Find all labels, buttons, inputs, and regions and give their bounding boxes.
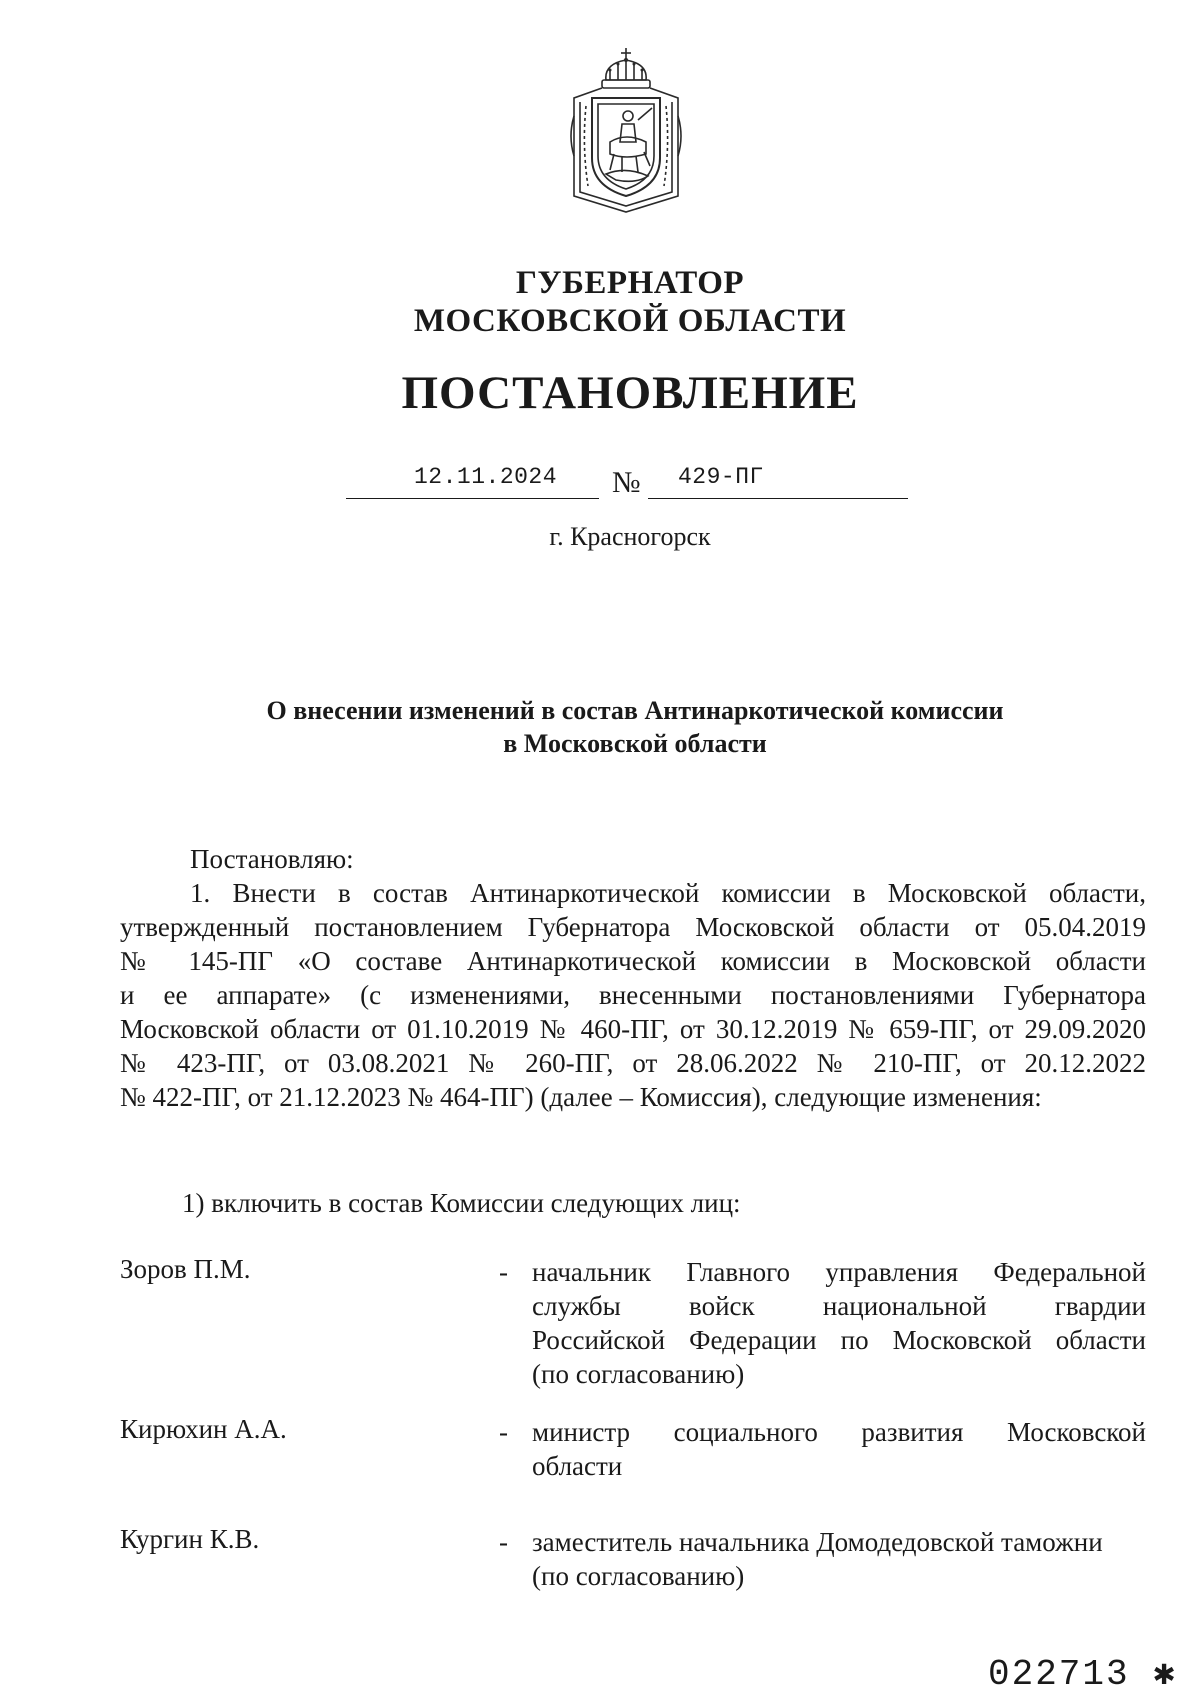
subclause-1: 1) включить в состав Комиссии следующих лиц: [182,1188,741,1218]
member-role-line: (по согласованию) [532,1359,745,1389]
form-serial-number [988,1652,1177,1695]
clause1-last-line: № 422-ПГ, от 21.12.2023 № 464-ПГ) (далее – Комиссия), следующие изменения: [120,1082,1042,1112]
member-role-line: области [532,1451,623,1481]
number-underline [648,498,908,499]
document-number: 429-ПГ [678,464,764,490]
document-title-line2: в Московской области [503,729,767,758]
coat-of-arms-emblem [566,46,686,218]
member-role [532,1525,1146,1593]
clause1-line: 1. Внести в состав Антинаркотической комиссии в Московской области, [190,878,1146,908]
member-dash: - [499,1257,508,1287]
authority-title-line1: ГУБЕРНАТОР [515,265,745,301]
city: г. Красногорск [549,522,711,551]
member-dash: - [499,1527,508,1557]
serial-digits: 022713 [988,1654,1130,1695]
serial-mark: ✱ [1153,1654,1177,1695]
document-title-line1: О внесении изменений в состав Антинаркотической комиссии [266,696,1004,725]
document-type: ПОСТАНОВЛЕНИЕ [401,367,859,419]
member-role-line: заместитель начальника Домодедовской таможни [532,1527,1103,1557]
authority-title-line2: МОСКОВСКОЙ ОБЛАСТИ [413,303,847,339]
date-underline [346,498,599,499]
clause1-line: № 145-ПГ «О составе Антинаркотической комиссии в Московской области [120,946,1146,976]
member-dash: - [499,1417,508,1447]
member-name: Зоров П.М. [120,1254,251,1284]
clause1-line: и ее аппарате» (с изменениями, внесенными постановлениями Губернатора [120,980,1146,1010]
member-role-line: министр социального развития Московской [532,1417,1146,1447]
intro-text: Постановляю: [190,844,354,874]
clause1-line: Московской области от 01.10.2019 № 460-ПГ, от 30.12.2019 № 659-ПГ, от 29.09.2020 [120,1014,1146,1044]
member-name: Кургин К.В. [120,1524,260,1554]
member-role [532,1255,1146,1391]
document-date: 12.11.2024 [414,464,558,490]
member-role-line: (по согласованию) [532,1561,745,1591]
member-role-line: Российской Федерации по Московской области [532,1325,1146,1355]
member-role-line: начальник Главного управления Федеральной [532,1257,1146,1287]
clause1-line: утвержденный постановлением Губернатора Московской области от 05.04.2019 [120,912,1146,942]
member-name: Кирюхин А.А. [120,1414,287,1444]
member-role [532,1415,1146,1483]
clause1-line: № 423-ПГ, от 03.08.2021 № 260-ПГ, от 28.06.2022 № 210-ПГ, от 20.12.2022 [120,1048,1146,1078]
member-role-line: службы войск национальной гвардии [532,1291,1146,1321]
number-sign: № [612,466,641,499]
